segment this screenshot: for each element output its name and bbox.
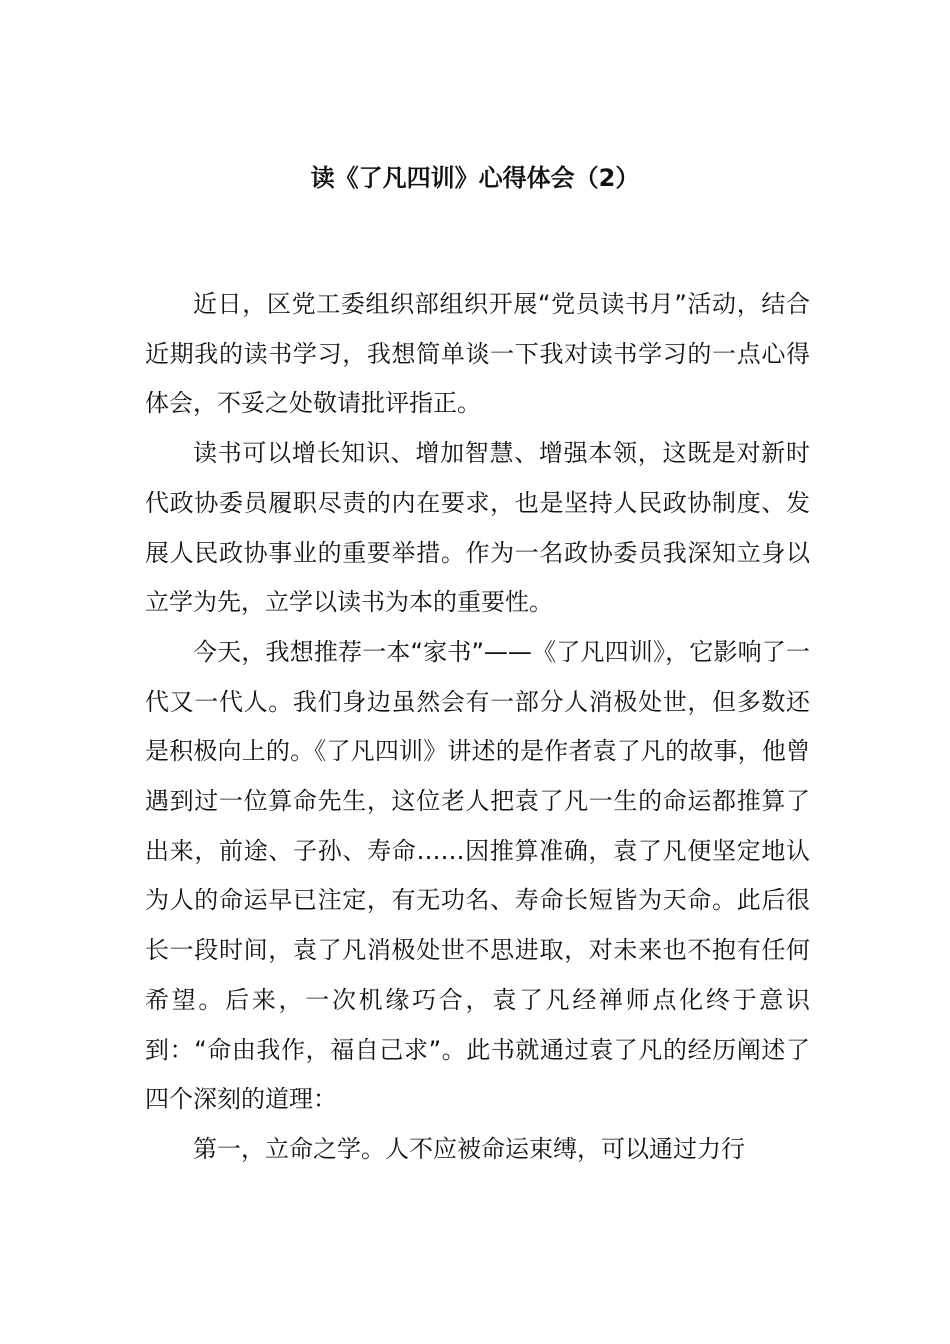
document-body — [145, 280, 810, 1175]
paragraph-3: 今天，我想推荐一本“家书”——《了凡四训》，它影响了一代又一代人。我们身边虽然会有一部分人消极处世，但多数还是积极向上的。《了凡四训》讲述的是作者袁了凡的故事，他曾遇到过一位算命先生，这位老人把袁了凡一生的命运都推算了出来，前途、子孙、寿命……因推算准确，袁了凡便坚定地认为人的命运早已注定，有无功名、寿命长短皆为天命。此后很长一段时间，袁了凡消极处世不思进取，对未来也不抱有任何希望。后来，一次机缘巧合，袁了凡经禅师点化终于意识到：“命由我作，福自己求”。此书就通过袁了凡的经历阐述了四个深刻的道理： — [145, 637, 810, 1114]
paragraph-4: 第一，立命之学。人不应被命运束缚，可以通过力行 — [193, 1134, 745, 1163]
paragraph-2: 读书可以增长知识、增加智慧、增强本领，这既是对新时代政协委员履职尽责的内在要求，也是坚持人民政协制度、发展人民政协事业的重要举措。作为一名政协委员我深知立身以立学为先，立学以读书为本的重要性。 — [145, 439, 810, 617]
document-title: 读《了凡四训》心得体会（2） — [310, 164, 640, 192]
paragraph-1: 近日，区党工委组织部组织开展“党员读书月”活动，结合近期我的读书学习，我想简单谈一下我对读书学习的一点心得体会，不妥之处敬请批评指正。 — [145, 290, 810, 418]
